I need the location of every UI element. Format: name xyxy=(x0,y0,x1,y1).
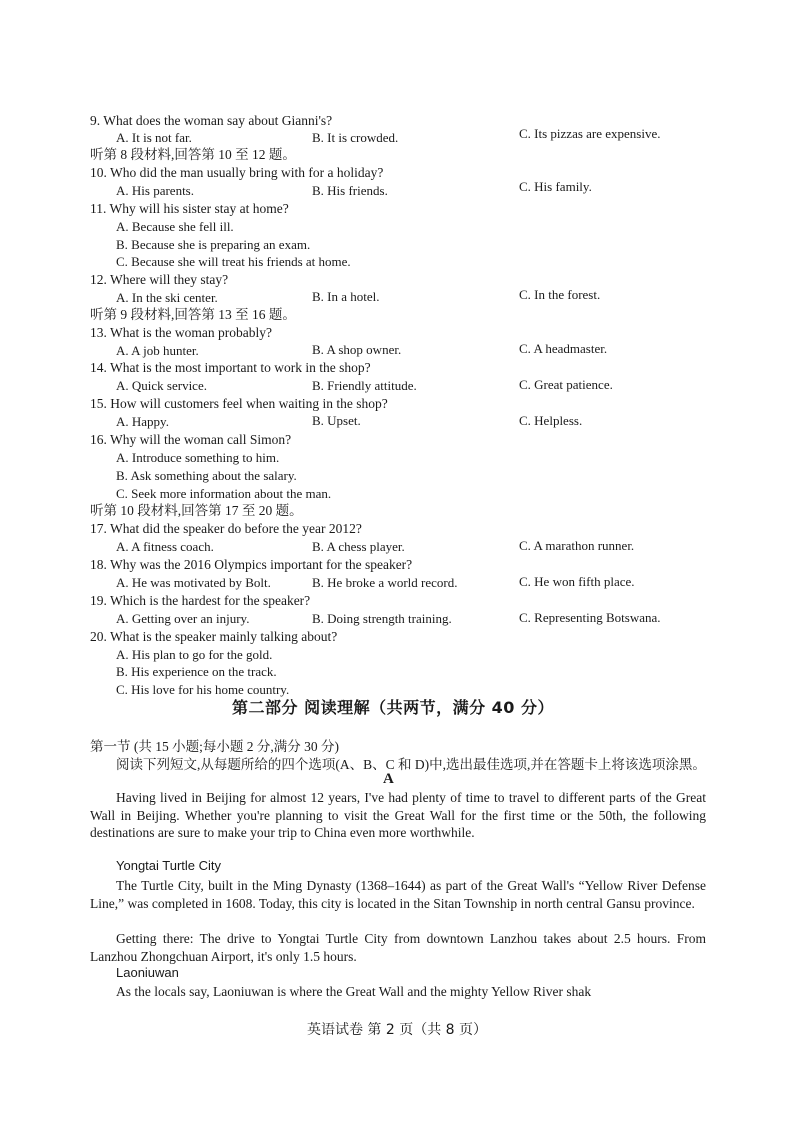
page-footer: 英语试卷 第 2 页（共 8 页） xyxy=(306,1022,488,1038)
q20-option-a: A. His plan to go for the gold. xyxy=(116,647,273,662)
question-11: 11. Why will his sister stay at home? xyxy=(90,201,289,216)
q11-option-a: A. Because she fell ill. xyxy=(116,219,234,234)
paragraph-getting-there: Getting there: The drive to Yongtai Turtle City from downtown Lanzhou takes about 2.5 hours. From Lanzhou Zhongchuan Airport, it's only 1.5 hours. xyxy=(90,931,706,964)
q10-option-a: A. His parents. xyxy=(116,183,194,198)
q12-option-b: B. In a hotel. xyxy=(312,289,380,304)
q17-option-c: C. A marathon runner. xyxy=(519,538,635,553)
q10-option-c: C. His family. xyxy=(519,179,592,194)
q12-option-c: C. In the forest. xyxy=(519,287,601,302)
q16-option-c: C. Seek more information about the man. xyxy=(116,486,332,501)
q10-option-b: B. His friends. xyxy=(312,183,388,198)
q19-option-c: C. Representing Botswana. xyxy=(519,610,661,625)
q16-option-a: A. Introduce something to him. xyxy=(116,450,280,465)
paragraph-turtle-city: The Turtle City, built in the Ming Dynasty (1368–1644) as part of the Great Wall's “Yellow River Defense Line,” was completed in 1608. Today, this city is located in the Sitan Township in north central Gansu province. xyxy=(90,878,706,911)
material-9-header: 听第 9 段材料,回答第 13 至 16 题。 xyxy=(90,307,296,322)
material-8-header: 听第 8 段材料,回答第 10 至 12 题。 xyxy=(90,147,296,162)
passage-letter: A xyxy=(383,771,394,787)
question-15: 15. How will customers feel when waiting in the shop? xyxy=(90,396,388,411)
material-10-header: 听第 10 段材料,回答第 17 至 20 题。 xyxy=(90,503,303,518)
q14-option-b: B. Friendly attitude. xyxy=(312,378,417,393)
q13-option-b: B. A shop owner. xyxy=(312,342,402,357)
q18-option-a: A. He was motivated by Bolt. xyxy=(116,575,271,590)
question-14: 14. What is the most important to work in the shop? xyxy=(90,360,371,375)
question-16: 16. Why will the woman call Simon? xyxy=(90,432,292,447)
q15-option-a: A. Happy. xyxy=(116,414,169,429)
question-19: 19. Which is the hardest for the speaker? xyxy=(90,593,311,608)
q17-option-b: B. A chess player. xyxy=(312,539,405,554)
q9-option-a: A. It is not far. xyxy=(116,130,192,145)
question-12: 12. Where will they stay? xyxy=(90,272,229,287)
q17-option-a: A. A fitness coach. xyxy=(116,539,214,554)
q9-option-b: B. It is crowded. xyxy=(312,130,399,145)
q11-option-b: B. Because she is preparing an exam. xyxy=(116,237,311,252)
question-10: 10. Who did the man usually bring with for a holiday? xyxy=(90,165,384,180)
q19-option-b: B. Doing strength training. xyxy=(312,611,452,626)
q20-option-b: B. His experience on the track. xyxy=(116,664,277,679)
q14-option-a: A. Quick service. xyxy=(116,378,207,393)
question-18: 18. Why was the 2016 Olympics important for the speaker? xyxy=(90,557,413,572)
question-17: 17. What did the speaker do before the year 2012? xyxy=(90,521,362,536)
part-two-title: 第二部分 阅读理解（共两节，满分 40 分） xyxy=(232,698,554,717)
q18-option-c: C. He won fifth place. xyxy=(519,574,635,589)
q16-option-b: B. Ask something about the salary. xyxy=(116,468,297,483)
q11-option-c: C. Because she will treat his friends at home. xyxy=(116,254,351,269)
subheading-yongtai: Yongtai Turtle City xyxy=(116,858,222,873)
q13-option-c: C. A headmaster. xyxy=(519,341,608,356)
q15-option-c: C. Helpless. xyxy=(519,413,583,428)
paragraph-laoniuwan: As the locals say, Laoniuwan is where the Great Wall and the mighty Yellow River shak xyxy=(116,984,592,999)
q12-option-a: A. In the ski center. xyxy=(116,290,218,305)
question-13: 13. What is the woman probably? xyxy=(90,325,272,340)
q13-option-a: A. A job hunter. xyxy=(116,343,199,358)
passage-intro: Having lived in Beijing for almost 12 years, I've had plenty of time to travel to different parts of the Great Wall in Beijing. Whether you're planning to visit the Great Wall for the first time or the 50th, the following destinations are sure to make your trip to China even more worthwhile. xyxy=(90,790,706,841)
q19-option-a: A. Getting over an injury. xyxy=(116,611,250,626)
reading-instructions: 阅读下列短文,从每题所给的四个选项(A、B、C 和 D)中,选出最佳选项,并在答题卡上将该选项涂黑。 xyxy=(116,757,706,772)
q14-option-c: C. Great patience. xyxy=(519,377,613,392)
question-20: 20. What is the speaker mainly talking about? xyxy=(90,629,338,644)
q18-option-b: B. He broke a world record. xyxy=(312,575,458,590)
question-9: 9. What does the woman say about Gianni's? xyxy=(90,113,333,128)
q15-option-b: B. Upset. xyxy=(312,413,361,428)
q9-option-c: C. Its pizzas are expensive. xyxy=(519,126,661,141)
subheading-laoniuwan: Laoniuwan xyxy=(116,965,179,980)
q20-option-c: C. His love for his home country. xyxy=(116,682,290,697)
section-one-title: 第一节 (共 15 小题;每小题 2 分,满分 30 分) xyxy=(90,739,339,754)
